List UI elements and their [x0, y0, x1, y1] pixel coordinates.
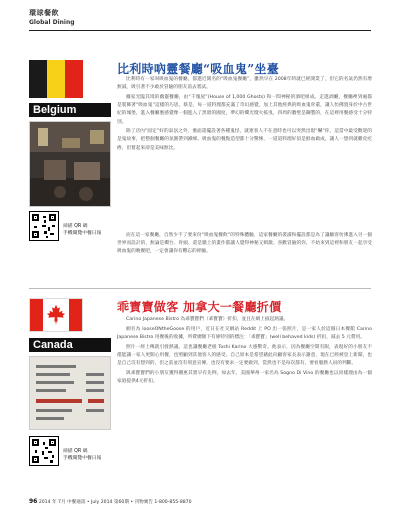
section-title-en: Global Dining	[29, 19, 75, 26]
belgium-qr-code[interactable]	[29, 211, 59, 241]
canada-receipt-photo	[29, 356, 111, 430]
page-footer	[29, 498, 192, 505]
header-rule	[29, 30, 371, 31]
paragraph: 網名為 looseONtheGoose 的用戶，近日在社交網站 Reddit 上 PO 出一張照片，是一家人於這個日本餐館 Carino Japanese Bistro 用餐後的收據，所費總額下有條特別的標注：「乖寶寶」(well behaved kids) 折扣，減去 5 元費用。	[117, 326, 372, 340]
canada-qr-caption	[63, 449, 101, 462]
canada-article-title: 乖寶寶做客 加拿大一餐廳折價	[117, 300, 282, 314]
belgium-article-body-cont	[117, 232, 372, 284]
page-number: 96	[29, 498, 38, 505]
section-title-zh: 環球餐飲	[29, 9, 59, 17]
paragraph: 而在這一家餐廳，自然少不了要來份“吸血鬼餐飲”的特殊體驗，這家餐廳的裝潢和擺設都是為了讓顧客彷彿進入另一個世界而設計的，無論是燭台、骨頭、還是牆上的畫作都讓人覺得神秘又刺激。喜歡冒險的你，不妨來到這裡和朋友一起享受吸血鬼的晚餐吧，一定會讓你有難忘的經驗。	[117, 233, 372, 255]
belgium-article-body	[117, 76, 372, 228]
paragraph: Carino Japanese Bistro 為乖寶寶們（乖寶寶）折扣，並且在網上披起熱議。	[126, 317, 289, 322]
section-header	[29, 8, 75, 26]
qr-caption-line: 掃描 QR 碼	[63, 224, 88, 229]
canada-qr-code[interactable]	[29, 436, 59, 466]
restaurant-interior-image	[30, 122, 111, 207]
qr-caption-line: 掃描 QR 碼	[63, 449, 88, 454]
flag-band-black	[29, 60, 47, 98]
flag-band-white-center	[43, 299, 69, 331]
maple-leaf-icon	[43, 299, 69, 331]
country-label-belgium: Belgium	[29, 103, 111, 117]
canada-article-body	[117, 316, 372, 492]
footer-text: 2014 年 7月 中餐通訊 • July 2014 第60期 • 刊物廣告 1-800-855-8870	[38, 500, 192, 505]
belgium-flag	[29, 60, 83, 98]
paragraph: 與乖寶寶們的小朋友獲得優惠其實早有先例，如去年，美國華州一家名為 Sogno Di Vino 的餐廳也以同樣理由為一個家庭提供4元折扣。	[117, 370, 372, 384]
belgium-article-title: 比利時吶靈餐廳“吸血鬼”坐臺	[117, 62, 280, 76]
canada-flag	[29, 298, 83, 332]
belgium-qr-caption	[63, 224, 101, 237]
belgium-restaurant-photo	[29, 121, 111, 207]
flag-band-red	[65, 60, 83, 98]
paragraph: 據家光臨其境的幽靈餐廳，由“千瑰屋”(House of 1,000 Ghosts) 和一間神秘的酒吧組成。走進酒廳，餐廳裡到處都是裝飾著“吸血鬼”這樣的巧思，蔡是，每一道料理都充滿了奇幻感覺，加上其他經典的吸血鬼骨董，讓人彷佛置身於中古世紀的城堡，進入餐廳裏感覺像一個進入了黑暗的國度，夢幻的燭光燈火搖曳，四周的牆壁是鋼製的，在這裡用餐感受十分特別。	[117, 94, 372, 125]
paragraph: 照片一經上傳就引發熱議，這也讓餐廳老板 Toshi Karino 大感驚奇。他表示，因為餐廳空間有限，表現好的小朋友不僅能讓一家人更開心用餐，也照顧到其他客人的感受。自己原本是希望藉此向顧客家長表示謝意，現在已經被登上新聞，也是自己沒有想到的，但之前並沒有刻意宣傳，也沒有要求一定要做到，當然也不是每次都有，要看服務人員的判斷。	[117, 344, 372, 367]
qr-caption-line: 手機閱覽中餐日報	[63, 230, 102, 236]
qr-caption-line: 手機閱覽中餐日報	[63, 455, 102, 461]
paragraph: 比利時有一家叫吸血鬼的餐廳，都邀近開名的“吸血鬼餐廳”，雖然早在 2008年時就已經開業了，但它的名氣仍然有增無減，吸引著不少敢於冒險的朋友前去嘗試。	[117, 77, 372, 91]
receipt-image	[30, 357, 111, 430]
paragraph: 除了店內“固定”好的氣氛之外，裏面還擺設著各種鬼怪，就連客人不在意時也可以突然出現“嚇”你，這當中最受歡迎的是鬼故事，把整個餐廳的氛圍帶到巔峰。吸血鬼的餐點造型都十分驚悚，一道道料理好似是鮮血做成，讓人一想到就雞皮疙瘩，但嘗起來卻是美味無比。	[117, 129, 372, 151]
section-divider	[29, 288, 371, 289]
flag-band-red-left	[30, 299, 43, 331]
flag-band-yellow	[47, 60, 65, 98]
country-label-canada: Canada	[29, 338, 111, 352]
flag-band-red-right	[69, 299, 82, 331]
